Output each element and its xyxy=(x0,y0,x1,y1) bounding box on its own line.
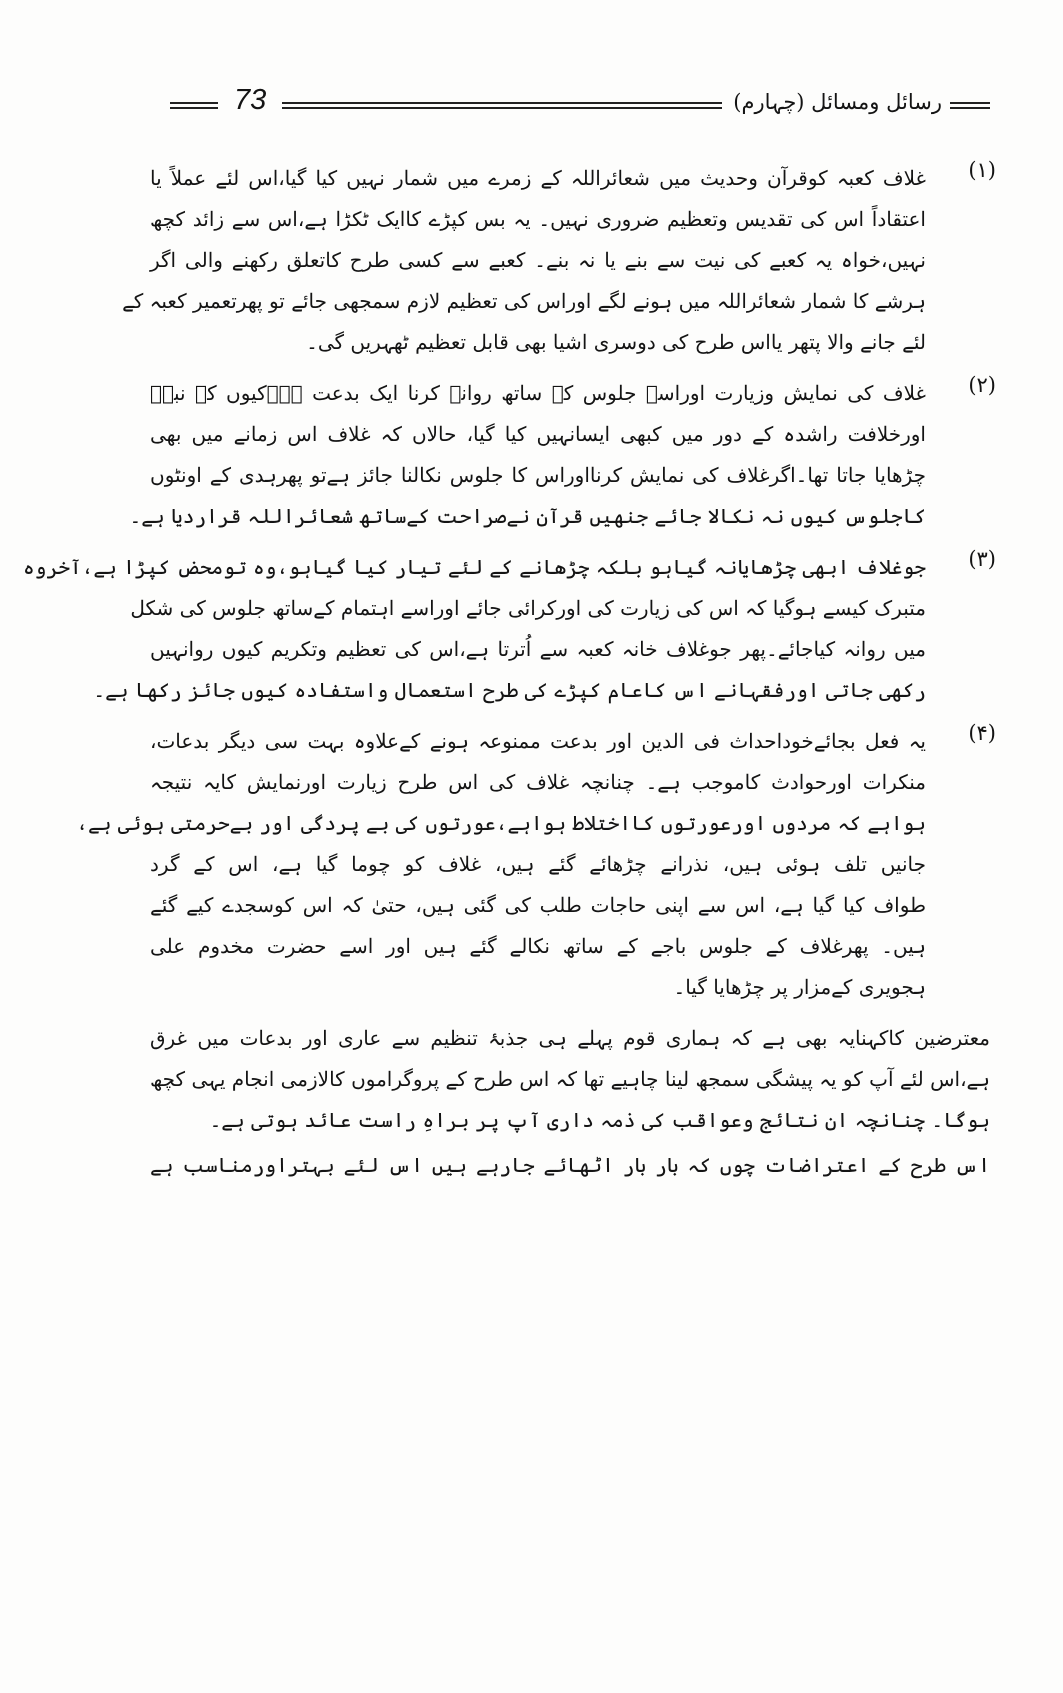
text-line: ہجویری کےمزار پر چڑھایا گیا۔ xyxy=(673,975,926,999)
text-line: ہواہے کہ مردوں اورعورتوں کااختلاط ہواہے،عورتوں کی بے پردگی اور بےحرمتی ہوئی ہے، xyxy=(76,811,926,835)
text-line: اعتقاداً اس کی تقدیس وتعظیم ضروری نہیں۔ یہ بس کپڑے کاایک ٹکڑا ہے،اس سے زائد کچھ xyxy=(150,207,926,231)
text-line: ہوگا۔ چنانچہ ان نتائج وعواقب کی ذمہ داری آپ پر براہِ راست عائد ہوتی ہے۔ xyxy=(209,1108,990,1132)
text-line: ہیں۔ پھرغلاف کے جلوس باجے کے ساتھ نکالے گئے ہیں اور اسے حضرت مخدوم علی xyxy=(150,934,926,958)
text-line: چڑھایا جاتا تھا۔اگرغلاف کی نمایش کرنااوراس کا جلوس نکالنا جائز ہےتو پھرہدی کے اونٹوں xyxy=(150,463,926,487)
text-line: ہے،اس لئے آپ کو یہ پیشگی سمجھ لینا چاہیے تھا کہ اس طرح کے پروگراموں کالازمی انجام یہی کچھ xyxy=(150,1067,990,1091)
text-line: جوغلاف ابھی چڑھایانہ گیاہو بلکہ چڑھانے کے لئے تیار کیا گیاہو،وہ تومحض کپڑا ہے،آخروہ xyxy=(23,555,926,579)
paragraph-closing xyxy=(150,1145,990,1186)
text-line: میں روانہ کیاجائے۔پھر جوغلاف خانہ کعبہ سے اُترتا ہے،اس کی تعظیم وتکریم کیوں روانہیں xyxy=(150,637,927,661)
header-rule-right xyxy=(950,102,990,104)
text-line: لئے جانے والا پتھر یااس طرح کی دوسری اشیا بھی قابل تعظیم ٹھہریں گی۔ xyxy=(306,330,926,354)
page-body xyxy=(23,158,996,1186)
text-line: ہرشے کا شمار شعائراللہ میں ہونے لگے اوراس کی تعظیم لازم سمجھی جائے تو پھرتعمیر کعبہ کے xyxy=(122,289,926,313)
header-rule-middle xyxy=(282,102,722,104)
paragraph-objections xyxy=(150,1018,990,1141)
text-line: یہ فعل بجائےخوداحداث فی الدین اور بدعت ممنوعہ ہونے کےعلاوہ بہت سی دیگر بدعات، xyxy=(150,729,926,753)
text-line: نہیں،خواہ یہ کعبے کی نیت سے بنے یا نہ بنے۔ کعبے سے کسی طرح کاتعلق رکھنے والی اگر xyxy=(150,248,926,272)
numbered-item-4 xyxy=(76,721,996,1008)
item-number: (۴) xyxy=(968,721,996,745)
item-number: (۱) xyxy=(968,158,996,182)
page-header xyxy=(170,84,990,124)
text-line: معترضین کاکہنایہ بھی ہے کہ ہماری قوم پہلے ہی جذبۂ تنظیم سے عاری اور بدعات میں غرق xyxy=(150,1026,990,1050)
header-rule-left xyxy=(170,102,218,104)
numbered-item-2 xyxy=(129,373,996,537)
text-line: جانیں تلف ہوئی ہیں، نذرانے چڑھائے گئے ہیں، غلاف کو چوما گیا ہے، اس کے گرد xyxy=(150,852,926,876)
numbered-item-1 xyxy=(122,158,996,363)
text-line: اس طرح کے اعتراضات چوں کہ بار بار اٹھائے جارہے ہیں اس لئے بہتراورمناسب ہے xyxy=(150,1153,990,1177)
text-line: غلاف کی نمایش وزیارت اوراسے جلوس کے ساتھ روانہ کرنا ایک بدعت ہے۔کیوں کہ نبیؐ xyxy=(150,381,926,405)
item-number: (۳) xyxy=(968,547,996,571)
text-line: غلاف کعبہ کوقرآن وحدیث میں شعائراللہ کے زمرے میں شمار نہیں کیا گیا،اس لئے عملاً یا xyxy=(150,166,926,190)
running-title: رسائل ومسائل (چہارم) xyxy=(733,90,942,114)
text-line: اورخلافت راشدہ کے دور میں کبھی ایسانہیں کیا گیا، حالاں کہ غلاف اس زمانے میں بھی xyxy=(150,422,926,446)
numbered-item-3 xyxy=(23,547,996,711)
page-number: 73 xyxy=(234,84,267,116)
text-line: متبرک کیسے ہوگیا کہ اس کی زیارت کی اورکرائی جائے اوراسے اہتمام کےساتھ جلوس کی شکل xyxy=(130,596,926,620)
text-line: کاجلوس کیوں نہ نکالا جائے جنھیں قرآن نےصراحت کےساتھ شعائراللہ قراردیا ہے۔ xyxy=(129,504,926,528)
text-line: رکھی جاتی اورفقہانے اس کاعام کپڑے کی طرح استعمال واستفادہ کیوں جائز رکھا ہے۔ xyxy=(93,678,926,702)
text-line: منکرات اورحوادث کاموجب ہے۔ چنانچہ غلاف کی اس طرح زیارت اورنمایش کایہ نتیجہ xyxy=(150,770,926,794)
item-number: (۲) xyxy=(968,373,996,397)
text-line: طواف کیا گیا ہے، اس سے اپنی حاجات طلب کی گئی ہیں، حتیٰ کہ اس کوسجدے کیے گئے xyxy=(150,893,926,917)
